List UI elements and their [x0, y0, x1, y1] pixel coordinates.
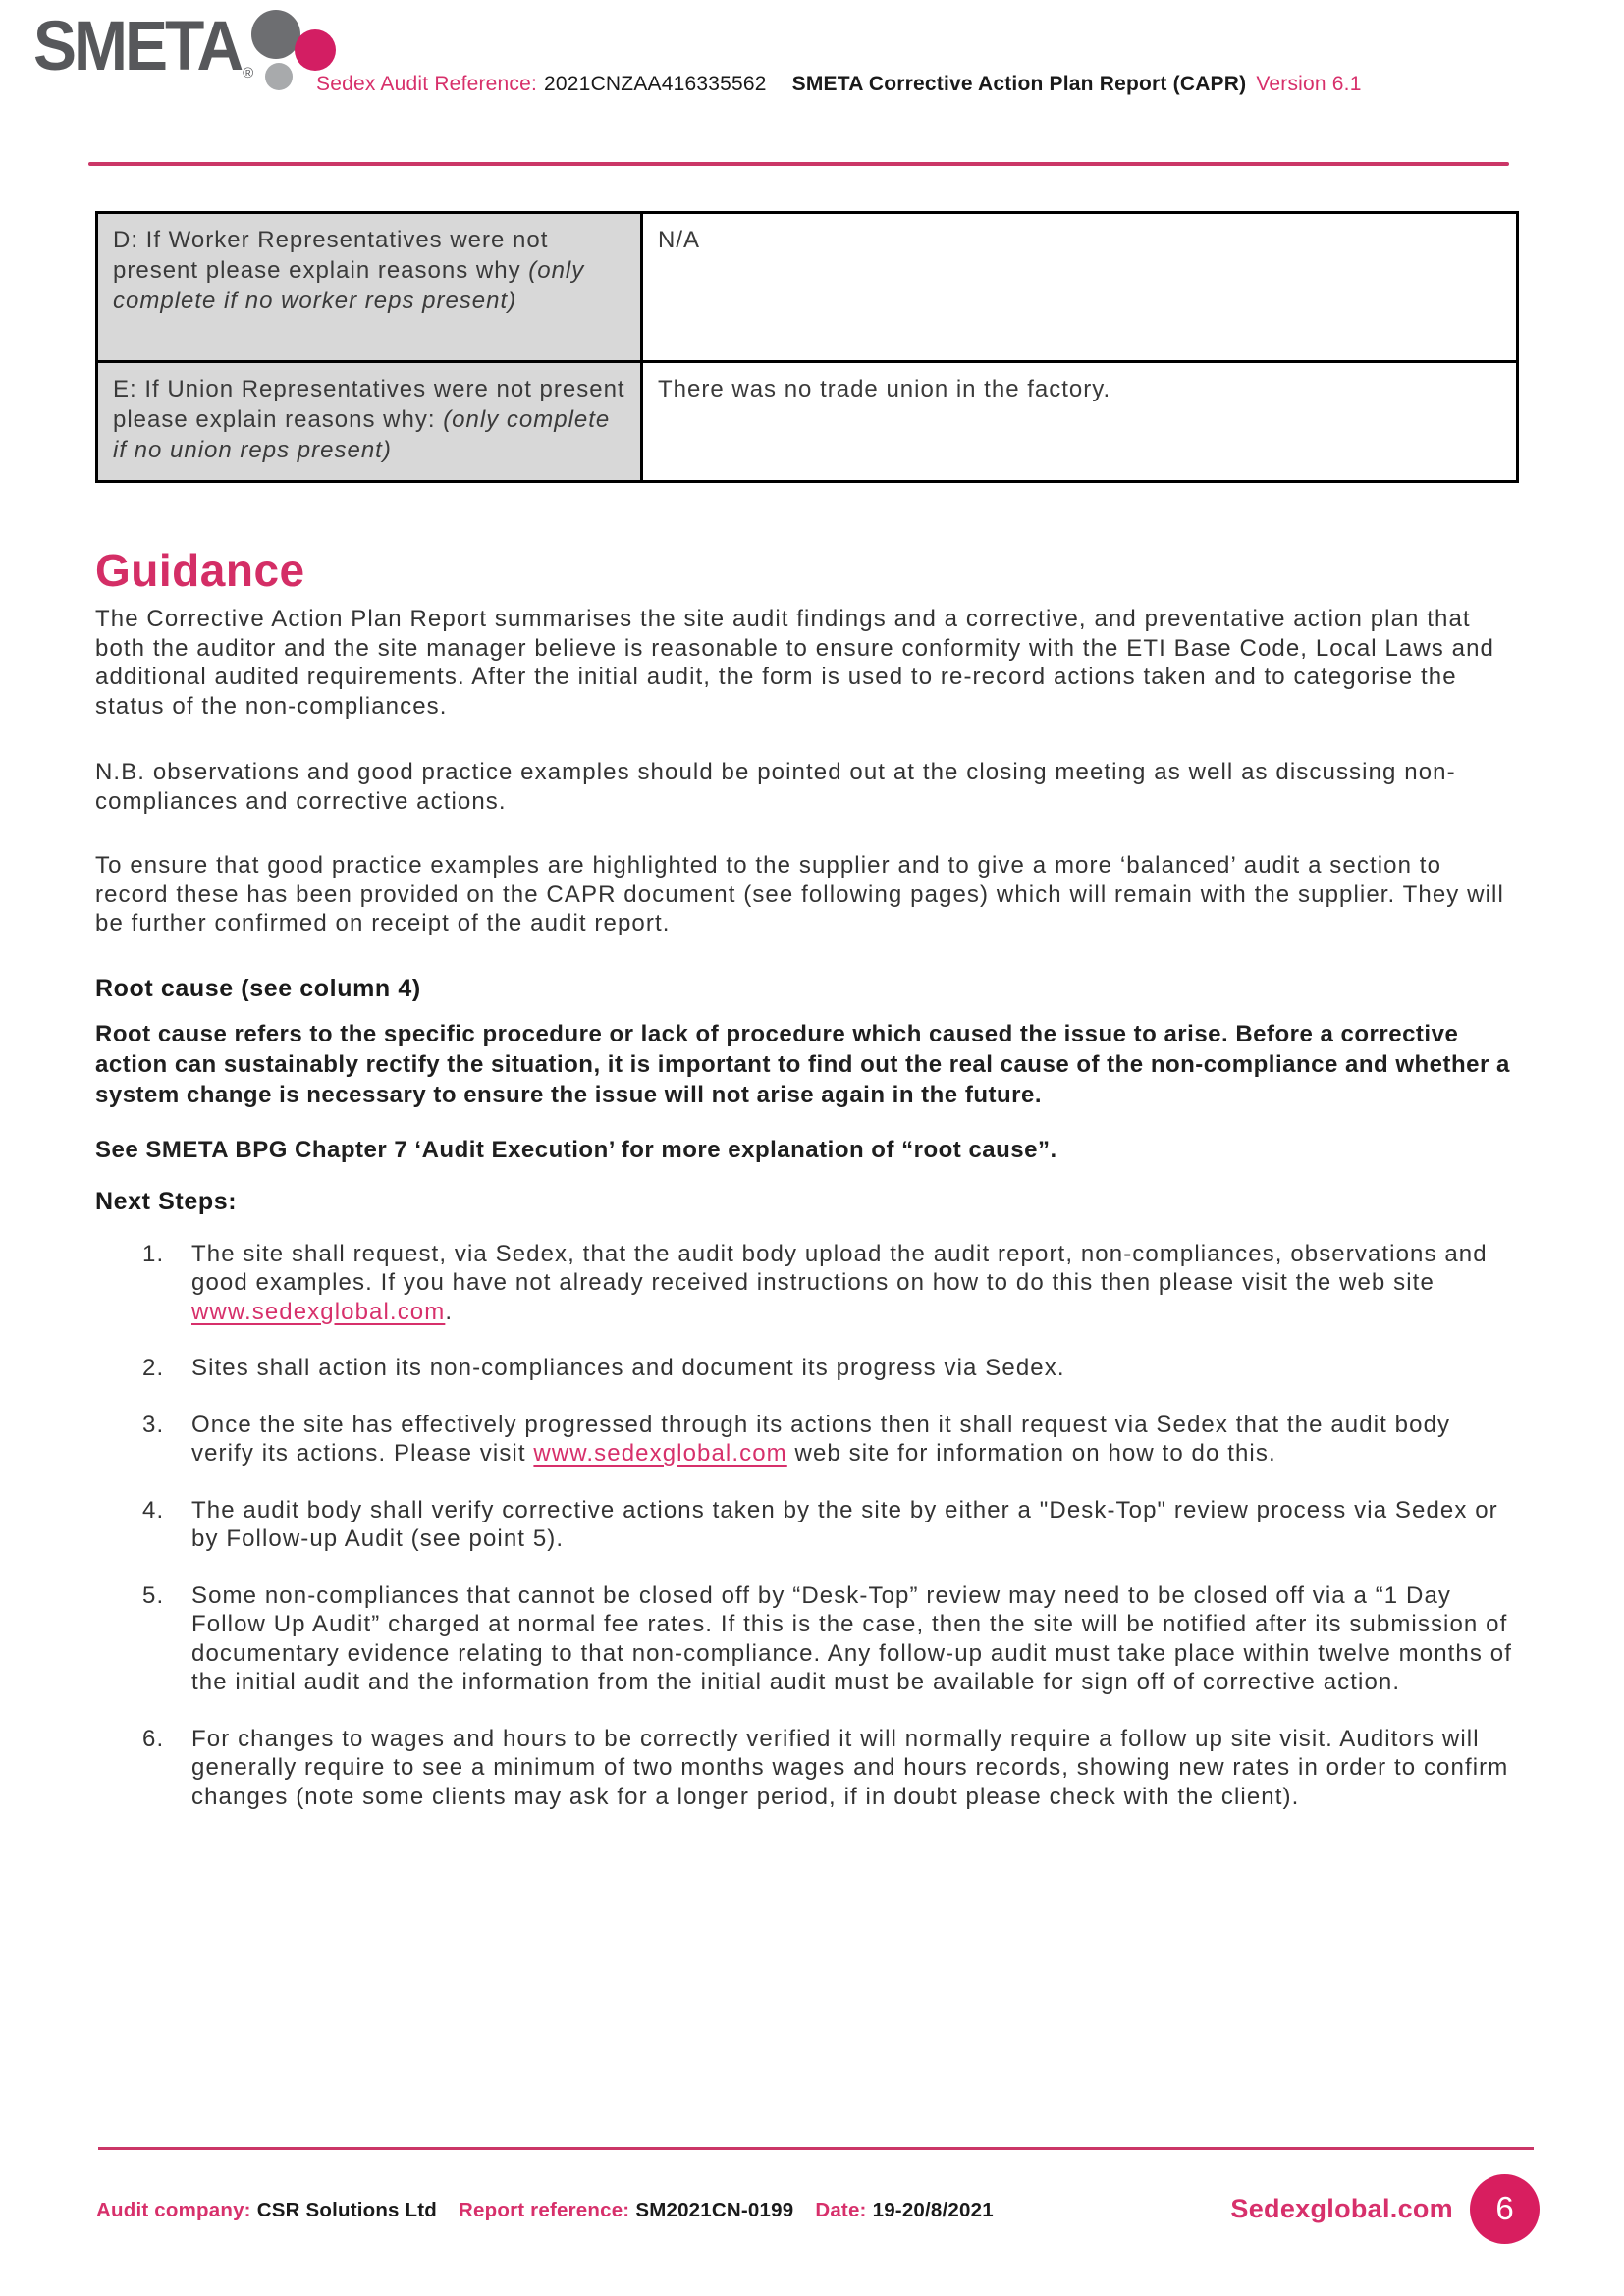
header-rule: [88, 162, 1509, 166]
page-number-badge: 6: [1470, 2174, 1540, 2244]
table-row-worker-reps: [97, 213, 1518, 362]
step-text: [191, 1496, 1519, 1554]
step-text: [191, 1725, 1519, 1812]
sedexglobal-link[interactable]: www.sedexglobal.com: [191, 1298, 446, 1325]
report-title: SMETA Corrective Action Plan Report (CAPR): [791, 73, 1247, 95]
logo-dot-small-icon: [265, 63, 293, 90]
step-text-pre: The audit body shall verify corrective actions taken by the site by either a "Desk-Top" review process via Sedex or by Follow-up Audit (see point 5).: [191, 1496, 1498, 1552]
step-number: 5.: [142, 1581, 165, 1609]
row-label-italic: (only complete if no worker reps present): [113, 257, 585, 314]
row-label-cell: [97, 362, 642, 482]
step-text: [191, 1354, 1519, 1383]
row-value: There was no trade union in the factory.: [658, 376, 1111, 402]
audit-company-label: Audit company:: [96, 2199, 251, 2221]
step-text: [191, 1240, 1519, 1327]
row-label-cell: [97, 213, 642, 362]
row-value-cell: [642, 213, 1518, 362]
guidance-paragraph-1: The Corrective Action Plan Report summarises the site audit findings and a corrective, and preventative action plan that both the auditor and the site manager believe is reasonable to ensure conformity with the ETI Base Code, Local Laws and additional audited requirements. After the initial audit, the form is used to re-record actions taken and to categorise the status of the non-compliances.: [95, 606, 1495, 720]
smeta-logo: [33, 6, 254, 85]
report-reference-value: SM2021CN-0199: [635, 2199, 794, 2221]
sedexglobal-link[interactable]: www.sedexglobal.com: [533, 1440, 787, 1467]
guidance-paragraph-2: N.B. observations and good practice examples should be pointed out at the closing meeting as well as discussing non-compliances and corrective actions.: [95, 759, 1456, 815]
step-item-1: [142, 1240, 1519, 1327]
step-text-post: .: [445, 1298, 454, 1325]
sedexglobal-brand: Sedexglobal.com: [1230, 2193, 1453, 2223]
step-text-pre: Once the site has effectively progressed through its actions then it shall request via Sedex that the audit body verify its actions. Please visit: [191, 1411, 1451, 1467]
representatives-table: [95, 211, 1519, 483]
footer-rule: [98, 2147, 1534, 2150]
header-reference-line: [316, 73, 1362, 96]
step-number: 6.: [142, 1725, 165, 1752]
step-item-4: [142, 1496, 1519, 1554]
step-text: [191, 1581, 1519, 1697]
root-cause-text: Root cause refers to the specific procedure or lack of procedure which caused the issue to arise. Before a corrective action can sustainably rectify the situation, it is important to find out the real cause of the non-compliance and whether a system change is necessary to ensure the issue will not arise again in the future.: [95, 1020, 1510, 1108]
date-value: 19-20/8/2021: [872, 2199, 994, 2221]
step-text: [191, 1411, 1519, 1468]
next-steps-list: [95, 1240, 1519, 1812]
step-text-pre: The site shall request, via Sedex, that the audit body upload the audit report, non-compliances, observations and good examples. If you have not already received instructions on how to do this then please visit the web site: [191, 1240, 1488, 1296]
audit-company-value: CSR Solutions Ltd: [256, 2199, 438, 2221]
registered-mark-icon: ®: [243, 65, 254, 81]
step-number: 3.: [142, 1411, 165, 1438]
step-number: 4.: [142, 1496, 165, 1523]
row-value-cell: [642, 362, 1518, 482]
row-label: D: If Worker Representatives were not present please explain reasons why: [113, 227, 549, 284]
audit-reference-label: Sedex Audit Reference:: [316, 73, 538, 95]
logo-dot-pink-icon: [295, 29, 336, 71]
step-item-2: [142, 1354, 1519, 1383]
step-item-6: [142, 1725, 1519, 1812]
guidance-section: [95, 489, 1519, 1839]
report-version: Version 6.1: [1256, 73, 1362, 95]
step-number: 2.: [142, 1355, 165, 1381]
step-item-3: [142, 1411, 1519, 1468]
step-text-pre: Some non-compliances that cannot be closed off by “Desk-Top” review may need to be closed off via a “1 Day Follow Up Audit” charged at normal fee rates. If this is the case, then the site will be notified after its submission of documentary evidence relating to that non-compliance. Any follow-up audit must take place within twelve months of the initial audit and the information from the initial audit must be available for sign off of corrective action.: [191, 1581, 1512, 1695]
report-reference-label: Report reference:: [459, 2199, 630, 2221]
root-cause-heading: Root cause (see column 4): [95, 974, 421, 1002]
footer-brand: [1230, 2173, 1540, 2244]
step-number: 1.: [142, 1240, 165, 1267]
step-text-pre: For changes to wages and hours to be correctly verified it will normally require a follow up site visit. Auditors will generally require to see a minimum of two months wages and hours records, showing new rates in order to confirm changes (note some clients may ask for a longer period, if in doubt please check with the client).: [191, 1725, 1509, 1810]
footer-info: [96, 2199, 1015, 2222]
step-text-pre: Sites shall action its non-compliances and document its progress via Sedex.: [191, 1355, 1065, 1381]
logo-dot-large-icon: [251, 10, 300, 59]
table-row-union-reps: [97, 362, 1518, 482]
step-text-post: web site for information on how to do this.: [786, 1440, 1276, 1467]
row-label: E: If Union Representatives were not present please explain reasons why:: [113, 376, 625, 433]
row-label-italic: (only complete if no union reps present): [113, 406, 611, 463]
next-steps-heading: Next Steps:: [95, 1187, 238, 1215]
logo-text: SMETA: [33, 6, 242, 85]
date-label: Date:: [815, 2199, 867, 2221]
guidance-heading: Guidance: [95, 545, 305, 596]
step-item-5: [142, 1581, 1519, 1697]
row-value: N/A: [658, 227, 701, 253]
audit-reference-value: 2021CNZAA416335562: [544, 73, 767, 95]
guidance-paragraph-3: To ensure that good practice examples are highlighted to the supplier and to give a more ‘balanced’ audit a section to record these has been provided on the CAPR document (see following pages) which will remain with the supplier. They will be further confirmed on receipt of the audit report.: [95, 852, 1504, 936]
bpg-note: See SMETA BPG Chapter 7 ‘Audit Execution’ for more explanation of “root cause”.: [95, 1136, 1057, 1163]
